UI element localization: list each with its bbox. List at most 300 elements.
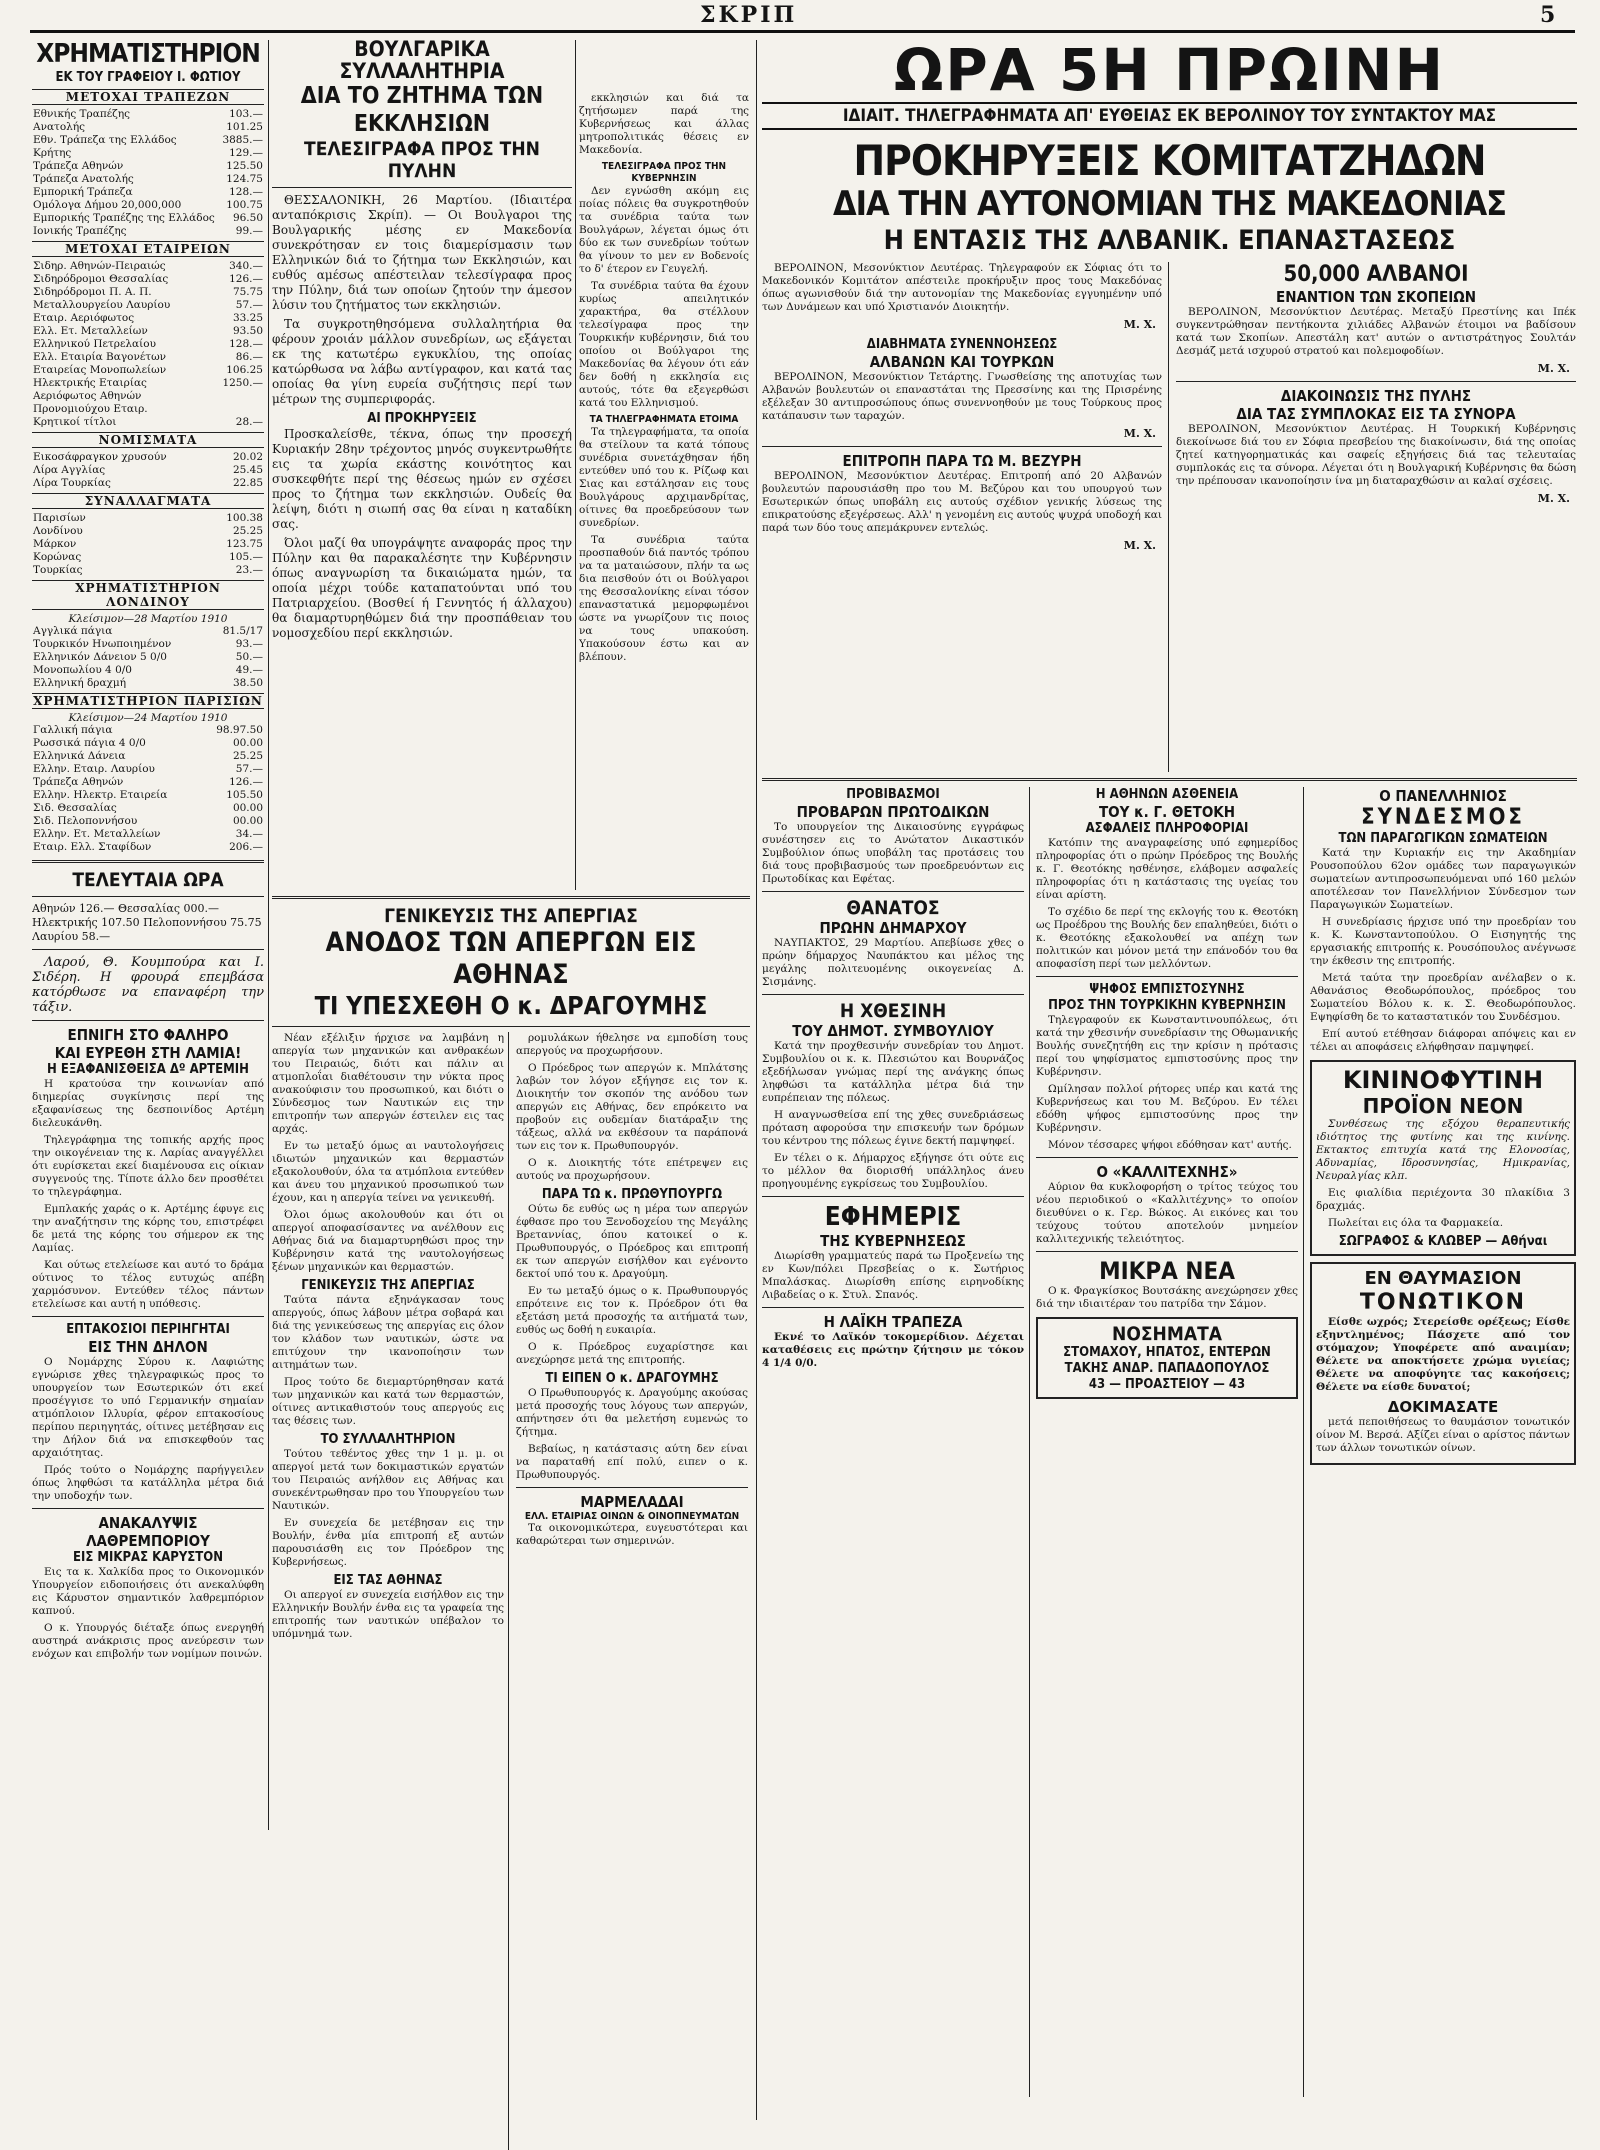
crime-paragraph: Τηλεγράφημα της τοπικής αρχής προς την οικογένειαν της κ. Λαρίας αναγγέλλει ότι ευρίσκεται εκεί διαμένουσα εις οίκιαν συγγενούς της. Τίποτε άλλο δεν προσθέτει το τηλεγράφημα.: [32, 1134, 264, 1198]
quinine-ad-sale: Πωλείται εις όλα τα Φαρμακεία.: [1328, 1217, 1504, 1229]
bulgarian-headline-1: ΒΟΥΛΓΑΡΙΚΑ ΣΥΛΛΑΛΗΤΗΡΙΑ: [339, 38, 505, 83]
strike-paragraph: Όλοι όμως ακολουθούν και ότι οι απεργοί αποφασίσαντες να ανέλθουν εις Αθήνας διά να διαμαρτυρηθώσι προς την Κυβέρνησιν κατά της ναυτολογήσεως ξένων μηχανικών και θερμαστών.: [272, 1209, 504, 1273]
market-row: [32, 525, 264, 538]
last-hour-line: Αθηνών 126.— Θεσσαλίας 000.—: [32, 902, 220, 915]
market-row: [32, 225, 264, 238]
porte-note-headline-1: ΔΙΑΚΟΙΝΩΣΙΣ ΤΗΣ ΠΥΛΗΣ: [1280, 387, 1472, 405]
komitadji-headline-1: ΠΡΟΚΗΡΥΞΕΙΣ ΚΟΜΙΤΑΤΖΗΔΩΝ: [853, 136, 1486, 185]
coins-table: [32, 451, 264, 490]
death-headline-1: ΘΑΝΑΤΟΣ: [846, 897, 940, 919]
market-item-value: 25.25: [232, 750, 263, 762]
strike-paragraph: Ταύτα πάντα εξηνάγκασαν τους απεργούς, όπως λάβουν μέτρα σοβαρά και διά της γενικεύσεως της απεργίας εις όλον τον κλάδον των ναυτικών, ώστε να επιτύχουν την ικανοποίησιν των αιτημάτων των.: [272, 1294, 504, 1371]
market-item-name: Ηλεκτρικής Εταιρίας: [33, 377, 147, 389]
market-row: [32, 451, 264, 464]
strike-left-column: [272, 1032, 504, 1645]
bulgarian-cont-paragraph: Τα συνέδρια ταύτα θα έχουν κυρίως απειλητικόν χαρακτήρα, θα στέλλουν τελεσίγραφα προς την Τουρκικήν κυβέρνησιν, διά του οποίου οι Βούλγαροι της Μακεδονίας θα λέγουν ότι εάν δεν δοθή η εκκλησία εις αυτούς, τότε θα εξεγερθώσι κατά του Ελληνισμού.: [579, 280, 749, 409]
gazette-headline-1: ΕΦΗΜΕΡΙΣ: [824, 1202, 962, 1232]
strike-right-column: [516, 1032, 748, 1552]
berlin-paragraph: ΒΕΡΟΛΙΝΟΝ, Μεσονύκτιον Δευτέρας. Επιτροπή από 20 Αλβανών βουλευτών παρουσιάσθη προ του Μ. Βεζύρου και του υπουργού των Εσωτερικών όπως υποβάλη εις αυτούς σχέδιον γενικής λύσεως της επικρατούσης εξεγέρσεως. Αλλ' η γενομένη εις αυτούς ψυχρά υποδοχή και παρά των δύο τους απεμάκρυνεν εντελώς.: [762, 470, 1162, 534]
market-item-value: 126.—: [229, 273, 263, 285]
smuggle-headline-1: ΑΝΑΚΑΛΥΨΙΣ: [98, 1514, 198, 1532]
market-row: [32, 828, 264, 841]
coins-section-header: ΝΟΜΙΣΜΑΤΑ: [32, 432, 264, 448]
market-item-name: Ελληνική δραχμή: [33, 677, 127, 689]
porte-note-paragraph: ΒΕΡΟΛΙΝΟΝ, Μεσονύκτιον Δευτέρας. Η Τουρκική Κυβέρνησις διεκοίνωσε διά του εν Σόφια πρεσβείου της διακοίνωσιν, διά της οποίας ζητεί κατηγορηματικάς και σαφείς εξηγήσεις διά τας τελευταίας συμπλοκάς εις τα σύνορα. Λέγεται ότι η Βουλγαρική Κυβέρνησις θα δώση την πρέπουσαν ικανοποίησιν ίνα μη διαταραχθώσιν αι καλαί σχέσεις.: [1176, 423, 1576, 487]
market-row: [32, 351, 264, 364]
illness-headline-2: ΤΟΥ κ. Γ. ΘΕΤΟΚΗ: [1098, 803, 1236, 821]
market-item-name: Σιδ. Θεσσαλίας: [33, 802, 117, 814]
newspaper-name: ΣΚΡΙΠ: [700, 2, 798, 28]
market-item-name: Σιδ. Πελοποννήσου: [33, 815, 138, 827]
crime-paragraph: Εμπλακής χαράς ο κ. Αρτέμης έφυγε εις την αναζήτησιν της κόρης του, επιστρέφει δε μετά της κόρης του σήμερον εκ της Λαμίας.: [32, 1203, 264, 1254]
market-item-value: 93.—: [235, 638, 263, 650]
crime-paragraph: Και ούτως ετελείωσε και αυτό το δράμα ούτινος το τέλος ευτυχώς απέβη χαρμόσυνον. Εντεύθεν τέλος πάντων ετελείωσε και αυτή η υπόθεσις.: [32, 1259, 264, 1310]
market-item-name: Εταιρ. Ελλ. Σταφίδων: [33, 841, 152, 853]
london-table: [32, 625, 264, 690]
paris-section-header: ΧΡΗΜΑΤΙΣΤΗΡΙΟΝ ΠΑΡΙΣΙΩΝ: [33, 694, 263, 708]
bulgarian-headline-2: ΔΙΑ ΤΟ ΖΗΤΗΜΑ ΤΩΝ ΕΚΚΛΗΣΙΩΝ: [300, 83, 544, 137]
market-item-name: Ελληνικόν Δάνειον 5 0/0: [33, 651, 167, 663]
market-row: [32, 564, 264, 577]
late-edition-subtitle: ΙΔΙΑΙΤ. ΤΗΛΕΓΡΑΦΗΜΑΤΑ ΑΠ' ΕΥΘΕΙΑΣ ΕΚ ΒΕΡΟΛΙΝΟΥ ΤΟΥ ΣΥΝΤΑΚΤΟΥ ΜΑΣ: [762, 102, 1577, 130]
paris-date: Κλείσιμον—24 Μαρτίου 1910: [68, 712, 228, 724]
marmalade-ad-text: Τα οικονομικώτερα, ευγευστότεραι και καθαρώτεραι των σημερινών.: [516, 1522, 748, 1547]
last-hour-line: Λαυρίου 58.—: [32, 930, 111, 943]
market-item-value: 00.00: [232, 737, 263, 749]
market-item-name: Μεταλλουργείου Λαυρίου: [33, 299, 171, 311]
bulgarian-cont-paragraph: Τα τηλεγραφήματα, τα οποία θα στείλουν τα κατά τόπους συνέδρια συνετάχθησαν ήδη εντεύθεν υπό του κ. Ρίζωφ και Σιας και εστάλησαν εις τους Βουλγάρους αρχιμανδρίτας, οίτινες θα προεδρεύσουν των συνεδρίων.: [579, 426, 749, 529]
market-row: [32, 390, 264, 403]
market-row: [32, 199, 264, 212]
late-news-section: [762, 38, 1577, 2138]
bulgarian-rallies-continued: [579, 92, 749, 892]
promotions-paragraph: Το υπουργείον της Δικαιοσύνης εγγράφως συνέστησεν εις το Ανώτατον Δικαστικόν Συμβούλιον όπως υποβάλη τας προτάσεις του διά τους προβιβασμούς των προεδρευόντων εις Πρωτοδίκας και Εφέτας.: [762, 821, 1024, 885]
promotions-headline-2: ΠΡΟΒΑΡΩΝ ΠΡΩΤΟΔΙΚΩΝ: [796, 803, 990, 821]
signature: Μ. Χ.: [1123, 318, 1156, 331]
strike-paragraph: Ο Πρόεδρος των απεργών κ. Μπλάτσης λαβών τον λόγον εξήγησε εις τον κ. Διοικητήν τον σκοπόν της ανόδου των απεργών εις Αθήνας, δεν επρόκειτο να προβούν εις ουδεμίαν διατάραξιν της τάξεως, αλλά να εκθέσουν τα παράπονά των εις τον κ. Πρωθυπουργόν.: [516, 1062, 748, 1152]
column-divider: [575, 40, 576, 890]
late-edition-title: ΩΡΑ 5Η ΠΡΩΙΝΗ: [893, 38, 1445, 104]
doctor-ad-name: ΤΑΚΗΣ ΑΝΔΡ. ΠΑΠΑΔΟΠΟΥΛΟΣ: [1064, 1361, 1270, 1376]
quinine-ad-text: Συνθέσεως της εξόχου θεραπευτικής ιδιότητος της φυτίνης και της κινίνης. Εκτακτος επιτυχία κατά της Ελονοσίας, Αδυναμίας, Ιδροσυνησίας, Ημικρανίας, Νευραλγίας κλπ.: [1316, 1118, 1570, 1182]
column-divider: [756, 40, 757, 2120]
smuggle-headline-3: ΕΙΣ ΜΙΚΡΑΣ ΚΑΡΥΣΤΟΝ: [73, 1550, 223, 1565]
market-item-name: Σιδηρόδρομοι Π. Α. Π.: [33, 286, 152, 298]
visitors-paragraph: Πρός τούτο ο Νομάρχης παρήγγειλεν όπως ληφθώσι τα κατάλληλα μέτρα διά την υποδοχήν των.: [32, 1464, 264, 1502]
market-item-value: 75.75: [232, 286, 263, 298]
strike-paragraph: Ούτω δε ευθύς ως η μέρα των απεργών έφθασε προ του Ξενοδοχείου της Μεγάλης Βρεταννίας, όπου κατοικεί ο κ. Πρωθυπουργός, ο Πρόεδρος και επιτροπή εκ των απεργών εισήλθον και εγένοντο δεκτοί υπό του κ. Δραγούμη.: [516, 1203, 748, 1280]
strike-paragraph: Εν τω μεταξύ όμως αι ναυτολογήσεις ιδιωτών μηχανικών και θερμαστών εξακολουθούν, όλα τα ατμόπλοια εντεύθεν και άνευ του μηχανικού προσωπικού των έχουν, και η απεργία τείνει να γενικευθή.: [272, 1140, 504, 1204]
market-row: [32, 338, 264, 351]
strike-paragraph: Νέαν εξέλιξιν ήρχισε να λαμβάνη η απεργία των μηχανικών και ανθρακέων του Πειραιώς, διότι και πάλιν αι ατμοπλοΐαι διαθέτουσιν την νύκτα προς ανακούφισιν του προσωπικού, και διότι ο Σύνδεσμος των Ναυτικών εις την επιτροπήν των απεργών έστειλεν εις τας αρχάς.: [272, 1032, 504, 1135]
market-item-name: Ιονικής Τραπέζης: [33, 225, 127, 237]
market-row: [32, 273, 264, 286]
crime-lead: Λαρού, Θ. Κουμπούρα και Ι. Σιδέρη. Η φρουρά επεμβάσα κατόρθωσε να επαναφέρη την τάξιν.: [32, 955, 264, 1015]
visitors-paragraph: Ο Νομάρχης Σύρου κ. Λαφιώτης εγνώρισε χθες τηλεγραφικώς προς το υπουργείον των Εσωτερικών ότι εκεί προσέγγισε το υπό Γερμανικήν σημαίαν ατμόπλοιον Ιλλυρία, φέρον επτακοσίους περίπου περιηγητάς, οίτινες μετέβησαν εις την Δήλον διά να επισκεφθούν τας αρχαιότητας.: [32, 1356, 264, 1459]
market-item-name: Τράπεζα Ανατολής: [33, 173, 134, 185]
bulgarian-cont-paragraph: Δεν εγνώσθη ακόμη εις ποίας πόλεις θα συγκροτηθούν τα συνέδρια ταύτα των Βουλγάρων, λέγεται όμως ότι δύο εκ των συνεδρίων τούτων θα γίνουν το μεν εν Βοδενοίς το δ' έτερον εν Γευγελή.: [579, 185, 749, 275]
ultimatum-subhead: ΤΕΛΕΣΙΓΡΑΦΑ ΠΡΟΣ ΤΗΝ ΚΥΒΕΡΝΗΣΙΝ: [601, 161, 727, 184]
strike-subhead: ΠΑΡΑ ΤΩ κ. ΠΡΩΘΥΠΟΥΡΓΩ: [541, 1187, 723, 1202]
market-item-name: Εμπορική Τράπεζα: [33, 186, 133, 198]
fx-table: [32, 512, 264, 577]
strike-paragraph: Προς τούτο δε διεμαρτύρηθησαν κατά των μηχανικών και κατά των θερμαστών, οίτινες αντικαθιστούν τους απεργούς εις τας θέσεις των.: [272, 1376, 504, 1427]
visitors-headline-2: ΕΙΣ ΤΗΝ ΔΗΛΟΝ: [88, 1338, 208, 1356]
albanians-headline-2: ΕΝΑΝΤΙΟΝ ΤΩΝ ΣΚΟΠΕΙΩΝ: [1275, 288, 1477, 306]
strike-headline-2: ΑΝΟΔΟΣ ΤΩΝ ΑΠΕΡΓΩΝ ΕΙΣ ΑΘΗΝΑΣ: [325, 927, 697, 990]
signature: Μ. Χ.: [1123, 539, 1156, 552]
market-row: [32, 212, 264, 225]
market-item-value: 105.50: [226, 789, 263, 801]
news-column-b: [762, 787, 1024, 2097]
market-item-name: Κορώνας: [33, 551, 82, 563]
confidence-paragraph: Τηλεγραφούν εκ Κωνσταντινουπόλεως, ότι κατά την χθεσινήν συνεδρίασιν της Οθωμανικής Βουλής συνεζητήθη εις την κρίσιν η πρότασις περί του ψηφίσματος εμπιστοσύνης προς την Κυβέρνησιν.: [1036, 1014, 1298, 1078]
strike-paragraph: Εν τω μεταξύ όμως ο κ. Πρωθυπουργός επρότεινε εις τον κ. Πρόεδρον ότι θα εξετάση μετά προσοχής τα αιτήματά των, ευθύς ως δοθή η ευκαιρία.: [516, 1285, 748, 1336]
market-item-name: Εταιρ. Αεριόφωτος: [33, 312, 135, 324]
market-row: [32, 651, 264, 664]
market-item-value: 93.50: [232, 325, 263, 337]
albanians-paragraph: ΒΕΡΟΛΙΝΟΝ, Μεσονύκτιον Δευτέρας. Μεταξύ Πρεστίνης και Ιπέκ συγκεντρώθησαν πεντήκοντα χιλιάδες Αλβανών έτοιμοι να βαδίσουν κατά των Σκοπίων. Απεστάλη κατ' αυτών ο αντιστράτηγος Σουλτάν Δεσμάζ μετά ισχυρού στρατού και πολεμοφοδίων.: [1176, 306, 1576, 357]
market-row: [32, 551, 264, 564]
market-row: [32, 841, 264, 854]
market-row: [32, 776, 264, 789]
paris-table: [32, 724, 264, 854]
doctor-ad-specialty: ΣΤΟΜΑΧΟΥ, ΗΠΑΤΟΣ, ΕΝΤΕΡΩΝ: [1063, 1345, 1271, 1360]
market-item-name: Σιδηρόδρομοι Θεσσαλίας: [33, 273, 169, 285]
promotions-headline-1: ΠΡΟΒΙΒΑΣΜΟΙ: [846, 787, 940, 802]
strike-paragraph: Εν συνεχεία δε μετέβησαν εις την Βουλήν, ένθα μία επιτροπή εξ αυτών παρουσιάσθη εις τον Πρόεδρον της Κυβερνήσεως.: [272, 1517, 504, 1568]
market-row: [32, 789, 264, 802]
market-item-value: 57.—: [235, 299, 263, 311]
market-row: [32, 815, 264, 828]
market-item-value: 340.—: [229, 260, 263, 272]
market-row: [32, 312, 264, 325]
market-item-name: Ελλ. Εταιρία Βαγονέτων: [33, 351, 167, 363]
confidence-headline-2: ΠΡΟΣ ΤΗΝ ΤΟΥΡΚΙΚΗΝ ΚΥΒΕΡΝΗΣΙΝ: [1048, 998, 1286, 1013]
market-row: [32, 664, 264, 677]
signature: Μ. Χ.: [1537, 362, 1570, 375]
stock-exchange-subtitle: ΕΚ ΤΟΥ ΓΡΑΦΕΙΟΥ Ι. ΦΩΤΙΟΥ: [55, 70, 241, 85]
gazette-paragraph: Διωρίσθη γραμματεύς παρά τω Προξενείω της εν Κων/πόλει Πρεσβείας ο κ. Σωτήριος Μπαλάσκας. Διωρίσθη επίσης ειρηνοδίκης Λιβαδείας ο κ. Στυλ. Σπανός.: [762, 1250, 1024, 1301]
strike-subhead: ΤΟ ΣΥΛΛΑΛΗΤΗΡΙΟΝ: [320, 1432, 456, 1447]
fx-section-header: ΣΥΝΑΛΛΑΓΜΑΤΑ: [32, 493, 264, 509]
bulgarian-paragraph: Τα συγκροτηθησόμενα συλλαλητήρια θα φέρουν χροιάν μάλλον συνεδρίων, ως εξάγεται εκ της κατωτέρω εγκυκλίου, της οποίας κατώρθωσα να λάβω αντίγραφον, και κατά τας οποίας θα γίνη ευρεία συζήτησις περί των μέτρων της συμπεριφοράς.: [272, 317, 572, 406]
berlin-paragraph: ΒΕΡΟΛΙΝΟΝ, Μεσονύκτιον Δευτέρας. Τηλεγραφούν εκ Σόφιας ότι το Μακεδονικόν Κομιτάτον απέστειλε προκήρυξιν προς τους Μακεδόνας όπως αγωνισθούν διά την αυτονομίαν της Μακεδονίας εγγυημένην υπό των Δυνάμεων και υπό Χριστιανόν Διοικητήν.: [762, 262, 1162, 313]
market-row: [32, 737, 264, 750]
union-paragraph: Μετά ταύτα την προεδρίαν ανέλαβεν ο κ. Αθανάσιος Θεοδωρόπουλος, πρόεδρος του Σωματείου Βόλου κ. κ. Σ. Θεοδωρόπουλος. Εψηφίσθη δε το καταστατικόν του Συνδέσμου.: [1310, 972, 1576, 1023]
smuggle-headline-2: ΛΑΘΡΕΜΠΟΡΙΟΥ: [86, 1532, 210, 1550]
market-item-value: 25.25: [232, 525, 263, 537]
strike-paragraph: Ο Πρωθυπουργός κ. Δραγούμης ακούσας μετά προσοχής τους λόγους των απεργών, απήντησεν ότι θα μελετήση ευμενώς το ζήτημα.: [516, 1387, 748, 1438]
telegrams-subhead: ΤΑ ΤΗΛΕΓΡΑΦΗΜΑΤΑ ΕΤΟΙΜΑ: [589, 414, 739, 425]
market-item-name: Τράπεζα Αθηνών: [33, 776, 124, 788]
market-item-value: 49.—: [235, 664, 263, 676]
market-item-value: 100.38: [226, 512, 263, 524]
market-row: [32, 512, 264, 525]
market-item-name: Ελλ. Ετ. Μεταλλείων: [33, 325, 148, 337]
market-item-name: Παρισίων: [33, 512, 86, 524]
market-item-name: Ελλην. Ηλεκτρ. Εταιρεία: [33, 789, 168, 801]
market-item-name: Σιδηρ. Αθηνών-Πειραιώς: [33, 260, 166, 272]
market-row: [32, 464, 264, 477]
marmalade-ad-company: ΕΛΛ. ΕΤΑΙΡΙΑΣ ΟΙΝΩΝ & ΟΙΝΟΠΝΕΥΜΑΤΩΝ: [524, 1511, 740, 1522]
artist-magazine-paragraph: Αύριον θα κυκλοφορήση ο τρίτος τεύχος του νέου περιοδικού ο «Καλλιτέχνης» το οποίον διευθύνει ο κ. Γερ. Βώκος. Αι εικόνες και του τεύχους τούτου αποτελούν μνημείον καλλιτεχνικής τελειότητος.: [1036, 1181, 1298, 1245]
strike-paragraph: Τούτου τεθέντος χθες την 1 μ. μ. οι απεργοί μετά των δοκιμαστικών εργατών του Πειραιώς ανήλθον εις Αθήνας και συνεκέντρωθησαν προ του Υπουργείου των Ναυτικών.: [272, 1448, 504, 1512]
market-row: [32, 377, 264, 390]
market-item-name: Ομόλογα Δήμου 20,000,000: [33, 199, 182, 211]
market-row: [32, 147, 264, 160]
market-row: [32, 677, 264, 690]
market-item-name: Ελλην. Ετ. Μεταλλείων: [33, 828, 161, 840]
market-item-name: Εθνικής Τραπέζης: [33, 108, 131, 120]
last-hour-line: Ηλεκτρικής 107.50 Πελοποννήσου 75.75: [32, 916, 262, 929]
top-rule: [30, 30, 1575, 33]
market-item-value: [214, 403, 264, 416]
quinine-ad-price: Εις φιαλίδια περιέχοντα 30 πλακίδια 3 δραχμάς.: [1316, 1187, 1570, 1212]
market-item-value: 3885.—: [222, 134, 263, 146]
confidence-headline-1: ΨΗΦΟΣ ΕΜΠΙΣΤΟΣΥΝΗΣ: [1089, 982, 1245, 997]
market-row: [32, 186, 264, 199]
strike-subhead: ΕΙΣ ΤΑΣ ΑΘΗΝΑΣ: [333, 1573, 443, 1588]
market-row: [32, 108, 264, 121]
market-item-value: 128.—: [229, 186, 263, 198]
illness-headline-1: Η ΑΘΗΝΩΝ ΑΣΘΕΝΕΙΑ: [1095, 787, 1239, 802]
companies-section-header: ΜΕΤΟΧΑΙ ΕΤΑΙΡΕΙΩΝ: [32, 241, 264, 257]
market-item-value: 100.75: [226, 199, 263, 211]
london-section-header: ΧΡΗΜΑΤΙΣΤΗΡΙΟΝ ΛΟΝΔΙΝΟΥ: [32, 580, 264, 610]
tonic-ad-title: ΕΝ ΘΑΥΜΑΣΙΟΝ: [1364, 1268, 1522, 1289]
market-row: [32, 134, 264, 147]
market-item-name: Κρήτης: [33, 147, 72, 159]
market-item-value: 22.85: [232, 477, 263, 489]
market-item-value: 23.—: [235, 564, 263, 576]
market-item-value: 50.—: [235, 651, 263, 663]
crime-paragraph: Η κρατούσα την κοινωνίαν από διημερίας συγκίνησις περί της εξαφανίσεως της δεσποινίδος Αρτέμη διελευκάνθη.: [32, 1078, 264, 1129]
porte-note-headline-2: ΔΙΑ ΤΑΣ ΣΥΜΠΛΟΚΑΣ ΕΙΣ ΤΑ ΣΥΝΟΡΑ: [1236, 405, 1516, 423]
strike-paragraph: ρομυλάκων ήθελησε να εμποδίση τους απεργούς να προχωρήσουν.: [516, 1032, 748, 1057]
bulgarian-headline-3: ΤΕΛΕΣΙΓΡΑΦΑ ΠΡΟΣ ΤΗΝ ΠΥΛΗΝ: [304, 138, 540, 182]
bulgarian-paragraph: ΘΕΣΣΑΛΟΝΙΚΗ, 26 Μαρτίου. (Ιδιαιτέρα ανταπόκρισις Σκρίπ). — Οι Βουλγαροι της Βουλγαρικής μέσης εν Μακεδονία συνεκρότησαν εν τοις διαμερίσμασιν των Ελληνικών διά το ζήτημα των Εκκλησιών, και ευθύς αμέσως απέστειλαν τελεσίγραφα προς την Πύλην, διά των οποίων ζητούν την άμεσον λύσιν του ζητήματος των εκκλησιών.: [272, 193, 572, 312]
market-item-value: 81.5/17: [222, 625, 263, 637]
confidence-paragraph: Ωμίλησαν πολλοί ρήτορες υπέρ και κατά της Κυβερνήσεως και του Μ. Βεζύρου. Εν τέλει εδόθη ψήφος εμπιστοσύνης προς την Κυβέρνησιν.: [1036, 1083, 1298, 1134]
bank-ad-headline: Η ΛΑΪΚΗ ΤΡΑΠΕΖΑ: [823, 1313, 963, 1331]
quinine-ad-title: ΚΙΝΙΝΟΦΥΤΙΝΗ: [1342, 1066, 1544, 1094]
artist-magazine-headline: Ο «ΚΑΛΛΙΤΕΧΝΗΣ»: [1096, 1163, 1238, 1181]
news-column-d: [1310, 787, 1576, 2097]
market-item-value: 38.50: [232, 677, 263, 689]
market-item-value: 126.—: [229, 776, 263, 788]
council-headline-2: ΤΟΥ ΔΗΜΟΤ. ΣΥΜΒΟΥΛΙΟΥ: [792, 1022, 994, 1040]
tonic-ad: [1310, 1262, 1576, 1465]
market-item-value: 124.75: [226, 173, 263, 185]
market-item-value: 25.45: [232, 464, 263, 476]
tonic-ad-text-2: μετά πεποιθήσεως το θαυμάσιον τονωτικόν οίνον Μ. Βερσά. Αξίζει είναι ο αρίστος πάντων των άλλων τονωτικών οίνων.: [1316, 1416, 1570, 1454]
short-news-headline: ΜΙΚΡΑ ΝΕΑ: [1099, 1257, 1235, 1285]
tonic-ad-try: ΔΟΚΙΜΑΣΑΤΕ: [1387, 1398, 1499, 1416]
market-item-value: 129.—: [229, 147, 263, 159]
quinine-ad: [1310, 1060, 1576, 1256]
market-item-value: 86.—: [235, 351, 263, 363]
komitadji-headline-2: ΔΙΑ ΤΗΝ ΑΥΤΟΝΟΜΙΑΝ ΤΗΣ ΜΑΚΕΔΟΝΙΑΣ: [832, 184, 1507, 224]
market-item-value: 00.00: [232, 802, 263, 814]
union-paragraph: Επί αυτού ετέθησαν διάφοραι απόψεις και εν τέλει αι αποφάσεις ελήφθησαν παμψηφεί.: [1310, 1028, 1576, 1053]
market-row: [32, 477, 264, 490]
market-item-name: Λονδίνου: [33, 525, 83, 537]
market-item-name: Τουρκικόν Ηνωποιημένον: [33, 638, 172, 650]
albanian-uprising-dispatches: [1176, 262, 1576, 511]
last-hour-header: ΤΕΛΕΥΤΑΙΑ ΩΡΑ: [72, 869, 224, 891]
market-item-name: Ανατολής: [33, 121, 86, 133]
council-paragraph: Η αναγνωσθείσα επί της χθες συνεδριάσεως πρόταση αφορούσα την επισκευήν των δρόμων του κέντρου της πόλεως έγινε δεκτή παμψηφεί.: [762, 1109, 1024, 1147]
market-row: [32, 121, 264, 134]
market-item-name: Αγγλικά πάγια: [33, 625, 113, 637]
tonic-ad-text: Είσθε ωχρός; Στερείσθε ορέξεως; Είσθε εξηντλημένος; Πάσχετε από τον στόμαχον; Υποφέρετε από αναιμίαν; Θέλετε να αποκτήσετε χρώμα υγιείας; Θέλετε να αποφύγητε τας κακοήσεις; Θέλετε να είσθε δυνατοί;: [1316, 1316, 1570, 1393]
banks-section-header: ΜΕΤΟΧΑΙ ΤΡΑΠΕΖΩΝ: [32, 89, 264, 105]
market-item-value: 1250.—: [222, 377, 263, 389]
bulgarian-paragraph: Όλοι μαζί θα υπογράψητε αναφοράς προς την Πύλην και θα παρακαλέσητε την Κυβέρνησιν όπως αναγνωρίση τα δικαιώματα ημών, τα οποία μέχρι τούδε καταπατούνται υπό του Πατριαρχείου. (Βοσθεί ή Γεννητός ή άλλαχου) θα διαμαρτυρηθώμεν διά την προσπάθειαν του νομοσχεδίου περί εκκλησιών.: [272, 536, 572, 640]
stock-exchange-title: ΧΡΗΜΑΤΙΣΤΗΡΙΟΝ: [36, 39, 260, 69]
london-date: Κλείσιμον—28 Μαρτίου 1910: [68, 613, 228, 625]
union-paragraph: Κατά την Κυριακήν εις την Ακαδημίαν Ρουσοπούλου 62ον ομάδες των παραγωγικών σωματείων αντιπροσωπευόμεναι υπό 160 μελών αποτέλεσαν τον Πανελλήνιον Σύνδεσμον των Παραγωγικών Σωματείων.: [1310, 847, 1576, 911]
strike-subhead: ΤΙ ΕΙΠΕΝ Ο κ. ΔΡΑΓΟΥΜΗΣ: [545, 1371, 719, 1386]
doctor-ad: [1036, 1317, 1298, 1399]
signature: Μ. Χ.: [1537, 492, 1570, 505]
confidence-paragraph: Μόνον τέσσαρες ψήφοι εδόθησαν κατ' αυτής.: [1048, 1139, 1292, 1151]
strike-article: [272, 890, 750, 2150]
market-item-name: Τουρκίας: [33, 564, 83, 576]
market-row: [32, 724, 264, 737]
market-row: [32, 260, 264, 273]
market-row: [32, 802, 264, 815]
albanian-turkish-subhead-2: ΑΛΒΑΝΩΝ ΚΑΙ ΤΟΥΡΚΩΝ: [869, 353, 1055, 371]
banks-table: [32, 108, 264, 238]
market-row: [32, 403, 264, 416]
visitors-headline-1: ΕΠΤΑΚΟΣΙΟΙ ΠΕΡΙΗΓΗΤΑΙ: [66, 1322, 230, 1337]
market-item-name: Γαλλική πάγια: [33, 724, 113, 736]
gazette-headline-2: ΤΗΣ ΚΥΒΕΡΝΗΣΕΩΣ: [820, 1232, 966, 1250]
market-item-value: [214, 390, 264, 403]
vizier-committee-headline: ΕΠΙΤΡΟΠΗ ΠΑΡΑ ΤΩ Μ. ΒΕΖΥΡΗ: [842, 452, 1082, 470]
market-item-name: Τράπεζα Αθηνών: [33, 160, 124, 172]
bulgarian-cont-paragraph: εκκλησιών και διά τα ζητήσωμεν παρά της Κυβερνήσεως και άλλας μητροπολιτικάς θέσεις εν Μακεδονία.: [579, 92, 749, 156]
market-item-value: 34.—: [235, 828, 263, 840]
illness-paragraph: Το σχέδιο δε περί της εκλογής του κ. Θεοτόκη ως Προέδρου της Βουλής δεν επαληθεύει, διότι ο κ. Θεοτόκης εξακολουθεί να απέχη των πολιτικών και μόνον μετά την επάνοδόν του θα αποφασίση περί των μελλόντων.: [1036, 906, 1298, 970]
market-row: [32, 750, 264, 763]
crime-headline-1: ΕΠΝΙΓΗ ΣΤΟ ΦΑΛΗΡΟ: [67, 1026, 229, 1044]
market-item-name: Ελλην. Εταιρ. Λαυρίου: [33, 763, 155, 775]
quinine-ad-agent: ΣΩΓΡΑΦΟΣ & ΚΛΩΒΕΡ — Αθήναι: [1338, 1234, 1548, 1249]
column-divider: [268, 40, 269, 1830]
market-item-value: 106.25: [226, 364, 263, 376]
market-row: [32, 325, 264, 338]
market-item-name: Μάρκον: [33, 538, 77, 550]
market-row: [32, 625, 264, 638]
market-row: [32, 416, 264, 429]
market-row: [32, 638, 264, 651]
market-item-name: Εικοσάφραγκον χρυσούν: [33, 451, 167, 463]
tonic-ad-subtitle: ΤΟΝΩΤΙΚΟΝ: [1359, 1290, 1527, 1315]
proclamations-subhead: ΑΙ ΠΡΟΚΗΡΥΞΕΙΣ: [367, 411, 477, 426]
market-item-name: Ρωσσικά πάγια 4 0/0: [33, 737, 146, 749]
illness-headline-3: ΑΣΦΑΛΕΙΣ ΠΛΗΡΟΦΟΡΙΑΙ: [1085, 821, 1249, 836]
market-item-value: 99.—: [235, 225, 263, 237]
quinine-ad-subtitle: ΠΡΟΪΟΝ ΝΕΟΝ: [1362, 1094, 1524, 1118]
market-item-value: 125.50: [226, 160, 263, 172]
last-hour-lines: [32, 902, 264, 944]
smuggle-paragraph: Εις τα κ. Χαλκίδα προς το Οικονομικόν Υπουργείον ειδοποιήσεις ότι ανεκαλύφθη εις Κάρυστον σημαντικόν λαθρεμπόριον καπνού.: [32, 1566, 264, 1617]
smuggle-paragraph: Ο κ. Υπουργός διέταξε όπως ενεργηθή αυστηρά ανάκρισις προς ανεύρεσιν των ενόχων και επιβολήν των νομίμων ποινών.: [32, 1622, 264, 1660]
crime-headline-3: Η ΕΞΑΦΑΝΙΣΘΕΙΣΑ Δº ΑΡΤΕΜΙΗ: [47, 1062, 249, 1077]
market-item-value: 20.02: [232, 451, 263, 463]
union-paragraph: Η συνεδρίασις ήρχισε υπό την προεδρίαν του κ. Κ. Κωνσταντοπούλου. Ο Εισηγητής της εργασιακής επιτροπής κ. Ρουσόπουλος ανέγνωσε την έκθεσιν της επιτροπής.: [1310, 916, 1576, 967]
market-item-value: 206.—: [229, 841, 263, 853]
market-item-value: 128.—: [229, 338, 263, 350]
market-item-value: 28.—: [235, 416, 263, 428]
union-headline-3: ΤΩΝ ΠΑΡΑΓΩΓΙΚΩΝ ΣΩΜΑΤΕΙΩΝ: [1338, 831, 1548, 846]
market-row: [32, 286, 264, 299]
market-item-name: Κρητικοί τίτλοι: [33, 416, 117, 428]
doctor-ad-address: 43 — ΠΡΟΑΣΤΕΙΟΥ — 43: [1088, 1377, 1246, 1392]
market-row: [32, 763, 264, 776]
crime-headline-2: ΚΑΙ ΕΥΡΕΘΗ ΣΤΗ ΛΑΜΙΑ!: [54, 1044, 242, 1062]
death-paragraph: ΝΑΥΠΑΚΤΟΣ, 29 Μαρτίου. Απεβίωσε χθες ο πρώην δήμαρχος Ναυπάκτου και μέλος της μεγάλης πολιτευομένης οικογενείας Δ. Σισμάνης.: [762, 937, 1024, 988]
market-item-name: Μονοπωλίου 4 0/0: [33, 664, 132, 676]
market-item-name: Εθν. Τράπεζα της Ελλάδος: [33, 134, 177, 146]
masthead: [0, 0, 1600, 28]
market-item-value: 123.75: [226, 538, 263, 550]
berlin-paragraph: ΒΕΡΟΛΙΝΟΝ, Μεσονύκτιον Τετάρτης. Γνωσθείσης της αποτυχίας των Αλβανών βουλευτών οι επαναστάται της Πρεσσίνης και της Πρισρένης εξέλεξαν 30 αντιπροσώπους όπως συνεννοηθούν με τους Τούρκους προς κατάπαυσιν των ταραχών.: [762, 371, 1162, 422]
short-news-paragraph: Ο κ. Φραγκίσκος Βουτσάκης ανεχώρησεν χθες διά την ιδιαιτέραν του πατρίδα την Σάμον.: [1036, 1285, 1298, 1310]
albanians-headline-1: 50,000 ΑΛΒΑΝΟΙ: [1283, 262, 1469, 287]
market-item-value: 00.00: [232, 815, 263, 827]
market-item-value: 103.—: [229, 108, 263, 120]
union-headline-1: Ο ΠΑΝΕΛΛΗΝΙΟΣ: [1379, 787, 1507, 805]
bulgarian-paragraph: Προσκαλείσθε, τέκνα, όπως την προσεχή Κυριακήν 28ην τρέχοντος μηνός συγκεντρωθήτε εις τα χωρία εκάστης κοινότητος και συσκεφθήτε περί της θέσεως ημών εν σχέσει προς το ζήτημα των εκκλησιών. Ουδείς θα λείψη, διότι η σιωπή σας θα είναι η καταδίκη σας.: [272, 427, 572, 531]
union-headline-2: ΣΥΝΔΕΣΜΟΣ: [1361, 805, 1525, 830]
komitadji-headline-3: Η ΕΝΤΑΣΙΣ ΤΗΣ ΑΛΒΑΝΙΚ. ΕΠΑΝΑΣΤΑΣΕΩΣ: [883, 225, 1456, 256]
strike-paragraph: Οι απεργοί εν συνεχεία εισήλθον εις την Ελληνικήν Βουλήν ένθα εις τα γραφεία της επιτροπής των ναυτικών υπέβαλον το υπόμνημά των.: [272, 1589, 504, 1640]
market-item-name: Λίρα Τουρκίας: [33, 477, 111, 489]
doctor-ad-title: ΝΟΣΗΜΑΤΑ: [1112, 1323, 1222, 1345]
market-item-name: Προνομιούχου Εταιρ.: [33, 403, 148, 415]
bank-ad-text: Εκνέ το Λαϊκόν τοκομερίδιον. Δέχεται καταθέσεις εις πρώτην ζήτησιν με τόκον 4 1/4 0/0.: [762, 1331, 1024, 1369]
companies-table: [32, 260, 264, 429]
strike-paragraph: Ο κ. Πρόεδρος ευχαρίστησε και ανεχώρησε μετά της επιτροπής.: [516, 1341, 748, 1366]
strike-subhead: ΓΕΝΙΚΕΥΣΙΣ ΤΗΣ ΑΠΕΡΓΙΑΣ: [301, 1278, 475, 1293]
strike-paragraph: Ο κ. Διοικητής τότε επέτρεψεν εις αυτούς να προχωρήσουν.: [516, 1157, 748, 1182]
council-paragraph: Εν τέλει ο κ. Δήμαρχος εξήγησε ότι ούτε εις το μέλλον θα διορισθή υπάλληλος άνευ προηγουμένης εγκρίσεως του Συμβουλίου.: [762, 1152, 1024, 1190]
market-item-value: 33.25: [232, 312, 263, 324]
market-item-name: Ελληνικού Πετρελαίου: [33, 338, 156, 350]
market-item-name: Εμπορικής Τραπέζης της Ελλάδος: [33, 212, 215, 224]
market-item-value: 98.97.50: [216, 724, 263, 736]
market-item-name: Λίρα Αγγλίας: [33, 464, 106, 476]
news-column-c: [1036, 787, 1298, 2097]
strike-headline-1: ΓΕΝΙΚΕΥΣΙΣ ΤΗΣ ΑΠΕΡΓΙΑΣ: [384, 905, 638, 927]
bulgarian-cont-paragraph: Τα συνέδρια ταύτα προσπαθούν διά παντός τρόπου να τα ματαιώσουν, πλήν τα ως δια πεισθούν ότι οι Βούλγαροι της Θεσσαλονίκης είναι τόσον επαναστατικά μεμορφωμένοι ώστε να γνωρίζουν τις ποιος να τους υπακούση. Υπακούσουν έστω και αν βλέπουν.: [579, 534, 749, 663]
marmalade-ad-title: ΜΑΡΜΕΛΑΔΑΙ: [580, 1493, 684, 1511]
market-row: [32, 173, 264, 186]
market-item-value: 105.—: [229, 551, 263, 563]
illness-paragraph: Κατόπιν της αναγραφείσης υπό εφημερίδος πληροφορίας ότι ο πρώην Πρόεδρος της Βουλής κ. Γ. Θεοτόκης ησθένησε, ελάβομεν ασφαλείς πληροφορίας ότι η κατάστασις της υγείας του είναι αρίστη.: [1036, 837, 1298, 901]
market-row: [32, 538, 264, 551]
market-item-name: Αεριόφωτος Αθηνών: [33, 390, 142, 402]
albanian-turkish-subhead-1: ΔΙΑΒΗΜΑΤΑ ΣΥΝΕΝΝΟΗΣΕΩΣ: [866, 337, 1058, 352]
council-paragraph: Κατά την προχθεσινήν συνεδρίαν του Δημοτ. Συμβουλίου οι κ. κ. Πλεσιώτου και Βουρνάζος εξεδήλωσαν γνώμας περί της ανάγκης όπως ληφθώσι τα κατάλληλα μέτρα διά την ευπρέπειαν της πόλεως.: [762, 1040, 1024, 1104]
market-row: [32, 364, 264, 377]
strike-paragraph: Βεβαίως, η κατάστασις αύτη δεν είναι να παραταθή επί πολύ, ειπεν ο κ. Πρωθυπουργός.: [516, 1443, 748, 1481]
death-headline-2: ΠΡΩΗΝ ΔΗΜΑΡΧΟΥ: [819, 919, 967, 937]
